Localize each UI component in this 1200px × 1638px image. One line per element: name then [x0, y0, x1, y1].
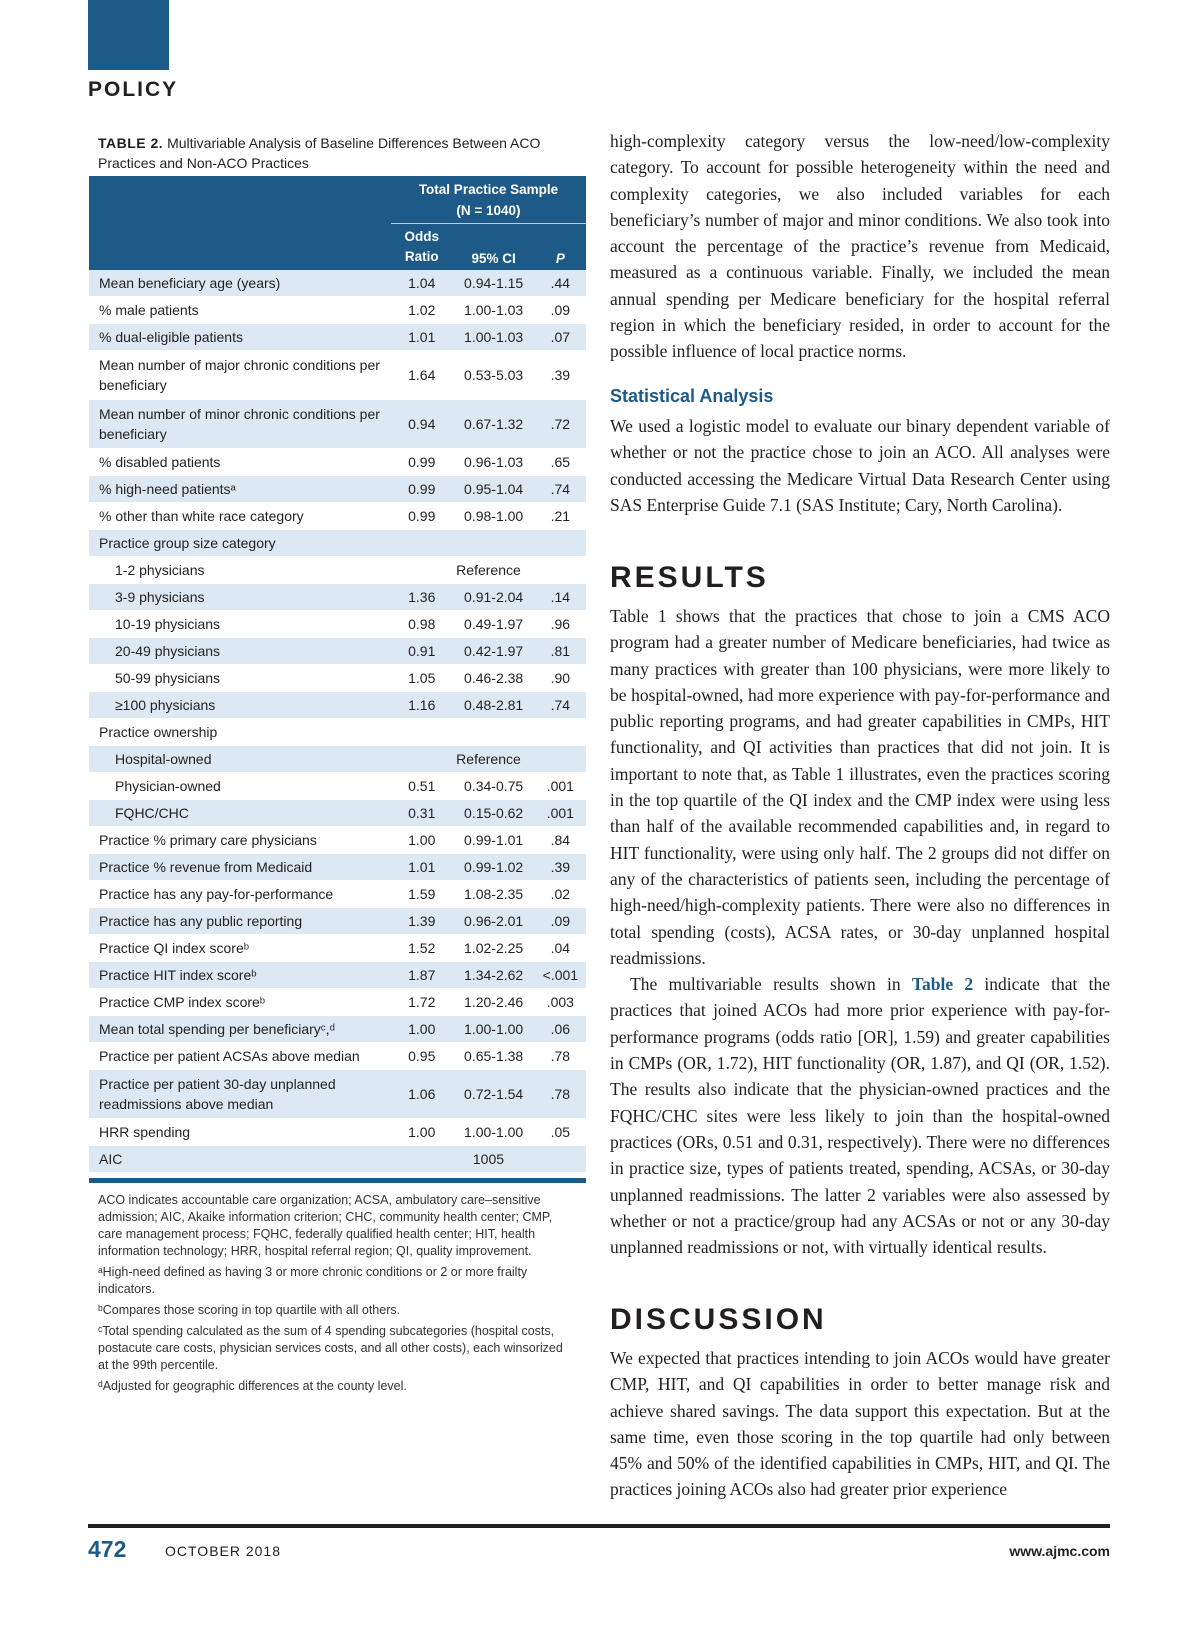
table-header-group	[391, 176, 586, 224]
p-value-cell: .003	[535, 988, 586, 1015]
row-label: % male patients	[89, 296, 391, 323]
row-label: Mean total spending per beneficiaryᶜ,ᵈ	[89, 1015, 391, 1042]
table-row	[89, 799, 586, 826]
row-label: % dual-eligible patients	[89, 323, 391, 350]
row-label: 1-2 physicians	[89, 556, 391, 583]
p-value-cell: .84	[535, 826, 586, 853]
row-label: Practice QI index scoreᵇ	[89, 934, 391, 961]
page-number: 472	[88, 1536, 127, 1562]
body-paragraph: Table 1 shows that the practices that chose to join a CMS ACO program had a greater number of Medicare beneficiaries, had twice as many practices with greater than 100 physicians, were more likely to be hospital-owned, had more experience with pay-for-performance and public reporting programs, and had greater capabilities in CMPs, HIT functionality, and QI activities than practices that did not join. It is important to note that, as Table 1 illustrates, even the practices scoring in the top quartile of the QI index and the CMP index were using less than half of the available recommended capabilities and, in regard to HIT functionality, were using only half. The 2 groups did not differ on any of the characteristics of patients seen, including the percentage of high-need/high-complexity patients. There were also no differences in total spending (costs), ACSA rates, or 30-day unplanned hospital readmissions.	[610, 606, 1110, 968]
row-span-value: Reference	[391, 556, 586, 583]
issue-date: OCTOBER 2018	[165, 1543, 282, 1559]
table-row	[89, 399, 586, 448]
ci-cell: 0.95-1.04	[453, 475, 535, 502]
p-value-cell: .05	[535, 1118, 586, 1145]
table-caption-number: TABLE 2.	[98, 135, 164, 151]
row-label: Practice per patient 30-day unplanned readmissions above median	[89, 1069, 391, 1118]
table-row	[89, 502, 586, 529]
odds-ratio-cell: 1.04	[391, 270, 453, 297]
table-note: ᶜTotal spending calculated as the sum of 4 spending subcategories (hospital costs, postacute care costs, physician services costs, and all other costs), each winsorized at the 99th percentile.	[98, 1324, 563, 1372]
ci-cell: 1.00-1.03	[453, 323, 535, 350]
table-row	[89, 745, 586, 772]
p-value-cell: .72	[535, 399, 586, 448]
table-row	[89, 448, 586, 475]
p-value-cell: .74	[535, 691, 586, 718]
odds-ratio-cell: 1.02	[391, 296, 453, 323]
row-label: 50-99 physicians	[89, 664, 391, 691]
table-row	[89, 610, 586, 637]
table-note: ᵃHigh-need defined as having 3 or more chronic conditions or 2 or more frailty indicators.	[98, 1265, 528, 1296]
odds-ratio-cell: 0.31	[391, 799, 453, 826]
col-header-or: Odds Ratio	[391, 224, 453, 270]
table-caption	[98, 133, 568, 173]
p-value-cell: .06	[535, 1015, 586, 1042]
ci-cell	[453, 718, 535, 745]
odds-ratio-cell: 1.05	[391, 664, 453, 691]
odds-ratio-cell: 0.91	[391, 637, 453, 664]
ci-cell: 0.94-1.15	[453, 270, 535, 297]
row-label: Practice ownership	[89, 718, 391, 745]
ci-cell: 1.00-1.03	[453, 296, 535, 323]
ci-cell: 0.34-0.75	[453, 772, 535, 799]
table-notes	[98, 1192, 568, 1399]
p-value-cell: .21	[535, 502, 586, 529]
ci-cell: 0.99-1.02	[453, 853, 535, 880]
odds-ratio-cell: 1.52	[391, 934, 453, 961]
table-row	[89, 988, 586, 1015]
row-label: Practice has any pay-for-performance	[89, 880, 391, 907]
table-row	[89, 718, 586, 745]
table-row	[89, 556, 586, 583]
table-bottom-rule	[89, 1178, 586, 1183]
p-value-cell: .65	[535, 448, 586, 475]
row-label: % disabled patients	[89, 448, 391, 475]
table-row	[89, 664, 586, 691]
row-span-value: 1005	[391, 1145, 586, 1172]
results-table	[89, 176, 586, 1173]
row-label: Practice CMP index scoreᵇ	[89, 988, 391, 1015]
table-row	[89, 691, 586, 718]
table-row	[89, 270, 586, 297]
row-label: Mean number of major chronic conditions per beneficiary	[89, 350, 391, 399]
row-label: Practice group size category	[89, 529, 391, 556]
row-label: ≥100 physicians	[89, 691, 391, 718]
odds-ratio-cell: 0.99	[391, 475, 453, 502]
odds-ratio-cell: 0.95	[391, 1042, 453, 1069]
ci-cell: 0.49-1.97	[453, 610, 535, 637]
ci-cell: 0.42-1.97	[453, 637, 535, 664]
body-column-intro	[610, 128, 1110, 365]
row-label: Physician-owned	[89, 772, 391, 799]
ci-cell: 1.02-2.25	[453, 934, 535, 961]
section-label: POLICY	[88, 78, 179, 101]
table-row	[89, 826, 586, 853]
body-column-stats	[610, 413, 1110, 518]
table-row	[89, 1145, 586, 1172]
table-2-link[interactable]: Table 2	[911, 974, 974, 995]
odds-ratio-cell: 0.94	[391, 399, 453, 448]
p-value-cell: .39	[535, 350, 586, 399]
table-note: ACO indicates accountable care organization; ACSA, ambulatory care–sensitive admission; AIC, Akaike information criterion; CHC, community health center; CMP, care management process; FQHC, federally qualified health center; HIT, health information technology; HRR, hospital referral region; QI, quality improvement.	[98, 1193, 553, 1258]
body-paragraph: high-complexity category versus the low-need/low-complexity category. To account for possible heterogeneity within the need and complexity categories, we also included variables for each beneficiary’s number of major and minor conditions. We also took into account the percentage of the practice’s revenue from Medicaid, measured as a continuous variable. Finally, we included the mean annual spending per Medicare beneficiary for the hospital referral region in which the beneficiary resided, in order to account for the possible influence of local practice norms.	[610, 131, 1110, 362]
col-header-ci: 95% CI	[453, 224, 535, 270]
table-row	[89, 907, 586, 934]
subheading-statistical-analysis: Statistical Analysis	[610, 386, 774, 406]
table-row	[89, 772, 586, 799]
table-row	[89, 1069, 586, 1118]
p-value-cell: .96	[535, 610, 586, 637]
ci-cell: 0.15-0.62	[453, 799, 535, 826]
p-value-cell: <.001	[535, 961, 586, 988]
table-row	[89, 1118, 586, 1145]
row-label: AIC	[89, 1145, 391, 1172]
ci-cell	[453, 529, 535, 556]
odds-ratio-cell: 1.16	[391, 691, 453, 718]
odds-ratio-cell: 1.72	[391, 988, 453, 1015]
row-label: Practice per patient ACSAs above median	[89, 1042, 391, 1069]
odds-ratio-cell: 1.36	[391, 583, 453, 610]
odds-ratio-cell: 1.00	[391, 1118, 453, 1145]
body-column-discussion	[610, 1345, 1110, 1503]
heading-discussion: DISCUSSION	[610, 1303, 827, 1336]
p-value-cell: .81	[535, 637, 586, 664]
odds-ratio-cell: 1.87	[391, 961, 453, 988]
row-label: Practice % primary care physicians	[89, 826, 391, 853]
table-row	[89, 296, 586, 323]
footer-rule	[88, 1524, 1110, 1528]
p-value-cell	[535, 718, 586, 745]
row-label: Practice has any public reporting	[89, 907, 391, 934]
header-group-line2: (N = 1040)	[456, 202, 521, 218]
table-row	[89, 350, 586, 399]
table-row	[89, 637, 586, 664]
p-value-cell: .78	[535, 1042, 586, 1069]
odds-ratio-cell: 1.39	[391, 907, 453, 934]
ci-cell: 1.08-2.35	[453, 880, 535, 907]
ci-cell: 0.96-2.01	[453, 907, 535, 934]
table-row	[89, 1042, 586, 1069]
table-note: ᵈAdjusted for geographic differences at the county level.	[98, 1379, 407, 1393]
odds-ratio-cell: 0.99	[391, 502, 453, 529]
body-paragraph: We expected that practices intending to join ACOs would have greater CMP, HIT, and QI capabilities in order to better manage risk and achieve shared savings. The data support this expectation. But at the same time, even those scoring in the top quartile had only between 45% and 50% of the identified capabilities in CMPs, HIT, and QI. The practices joining ACOs also had greater prior experience	[610, 1348, 1110, 1500]
ci-cell: 0.72-1.54	[453, 1069, 535, 1118]
row-label: % other than white race category	[89, 502, 391, 529]
ci-cell: 0.46-2.38	[453, 664, 535, 691]
odds-ratio-cell: 1.59	[391, 880, 453, 907]
p-value-cell: .001	[535, 799, 586, 826]
p-value-cell: .09	[535, 907, 586, 934]
body-column-results	[610, 603, 1110, 1260]
heading-results: RESULTS	[610, 561, 769, 594]
odds-ratio-cell: 1.00	[391, 1015, 453, 1042]
ci-cell: 0.67-1.32	[453, 399, 535, 448]
ci-cell: 0.99-1.01	[453, 826, 535, 853]
row-label: 3-9 physicians	[89, 583, 391, 610]
row-span-value: Reference	[391, 745, 586, 772]
odds-ratio-cell	[391, 529, 453, 556]
row-label: FQHC/CHC	[89, 799, 391, 826]
odds-ratio-cell: 1.64	[391, 350, 453, 399]
ci-cell: 1.34-2.62	[453, 961, 535, 988]
table-row	[89, 961, 586, 988]
ci-cell: 0.98-1.00	[453, 502, 535, 529]
row-label: Mean number of minor chronic conditions per beneficiary	[89, 399, 391, 448]
odds-ratio-cell: 1.01	[391, 853, 453, 880]
col-header-p: P	[535, 224, 586, 270]
table-caption-text: Multivariable Analysis of Baseline Differences Between ACO Practices and Non-ACO Practices	[98, 135, 541, 171]
row-label: Mean beneficiary age (years)	[89, 270, 391, 297]
p-value-cell: .14	[535, 583, 586, 610]
odds-ratio-cell	[391, 718, 453, 745]
body-paragraph: We used a logistic model to evaluate our binary dependent variable of whether or not the practice chose to join an ACO. All analyses were conducted accessing the Medicare Virtual Data Research Center using SAS Enterprise Guide 7.1 (SAS Institute; Cary, North Carolina).	[610, 416, 1110, 515]
row-label: Hospital-owned	[89, 745, 391, 772]
journal-url[interactable]: www.ajmc.com	[1009, 1543, 1110, 1559]
odds-ratio-cell: 0.51	[391, 772, 453, 799]
p-value-cell: .07	[535, 323, 586, 350]
p-value-cell: .74	[535, 475, 586, 502]
ci-cell: 0.53-5.03	[453, 350, 535, 399]
table-row	[89, 934, 586, 961]
odds-ratio-cell: 1.00	[391, 826, 453, 853]
ci-cell: 1.00-1.00	[453, 1015, 535, 1042]
p-value-cell: .78	[535, 1069, 586, 1118]
odds-ratio-cell: 1.01	[391, 323, 453, 350]
body-paragraph: The multivariable results shown in Table 2 indicate that the practices that joined ACOs had more prior experience with pay-for-performance programs (odds ratio [OR], 1.59) and greater capabilities in CMPs (OR, 1.72), HIT functionality (OR, 1.87), and QI (OR, 1.52). The results also indicate that the physician-owned practices and the FQHC/CHC sites were less likely to join than the hospital-owned practices (ORs, 0.51 and 0.31, respectively). There were no differences in practice size, types of patients treated, spending, ACSAs, or 30-day unplanned readmissions. The latter 2 variables were also assessed by whether or not a practice/group had any ACSAs or not or any 30-day unplanned readmissions or not, with virtually identical results.	[610, 974, 1110, 1258]
row-label: Practice HIT index scoreᵇ	[89, 961, 391, 988]
p-value-cell: .04	[535, 934, 586, 961]
ci-cell: 1.00-1.00	[453, 1118, 535, 1145]
p-value-cell: .90	[535, 664, 586, 691]
ci-cell: 0.48-2.81	[453, 691, 535, 718]
p-value-cell	[535, 529, 586, 556]
table-row	[89, 853, 586, 880]
table-row	[89, 1015, 586, 1042]
table-row	[89, 583, 586, 610]
row-label: % high-need patientsᵃ	[89, 475, 391, 502]
table-note: ᵇCompares those scoring in top quartile with all others.	[98, 1303, 401, 1317]
table-header-blank	[89, 176, 391, 270]
table-row	[89, 475, 586, 502]
row-label: HRR spending	[89, 1118, 391, 1145]
section-color-tab	[88, 0, 169, 70]
table-row	[89, 880, 586, 907]
ci-cell: 0.91-2.04	[453, 583, 535, 610]
p-value-cell: .09	[535, 296, 586, 323]
ci-cell: 0.96-1.03	[453, 448, 535, 475]
row-label: 10-19 physicians	[89, 610, 391, 637]
header-group-line1: Total Practice Sample	[418, 181, 559, 197]
p-value-cell: .02	[535, 880, 586, 907]
odds-ratio-cell: 0.98	[391, 610, 453, 637]
ci-cell: 0.65-1.38	[453, 1042, 535, 1069]
p-value-cell: .39	[535, 853, 586, 880]
table-row	[89, 529, 586, 556]
row-label: 20-49 physicians	[89, 637, 391, 664]
table-row	[89, 323, 586, 350]
odds-ratio-cell: 1.06	[391, 1069, 453, 1118]
odds-ratio-cell: 0.99	[391, 448, 453, 475]
p-value-cell: .001	[535, 772, 586, 799]
p-value-cell: .44	[535, 270, 586, 297]
row-label: Practice % revenue from Medicaid	[89, 853, 391, 880]
ci-cell: 1.20-2.46	[453, 988, 535, 1015]
